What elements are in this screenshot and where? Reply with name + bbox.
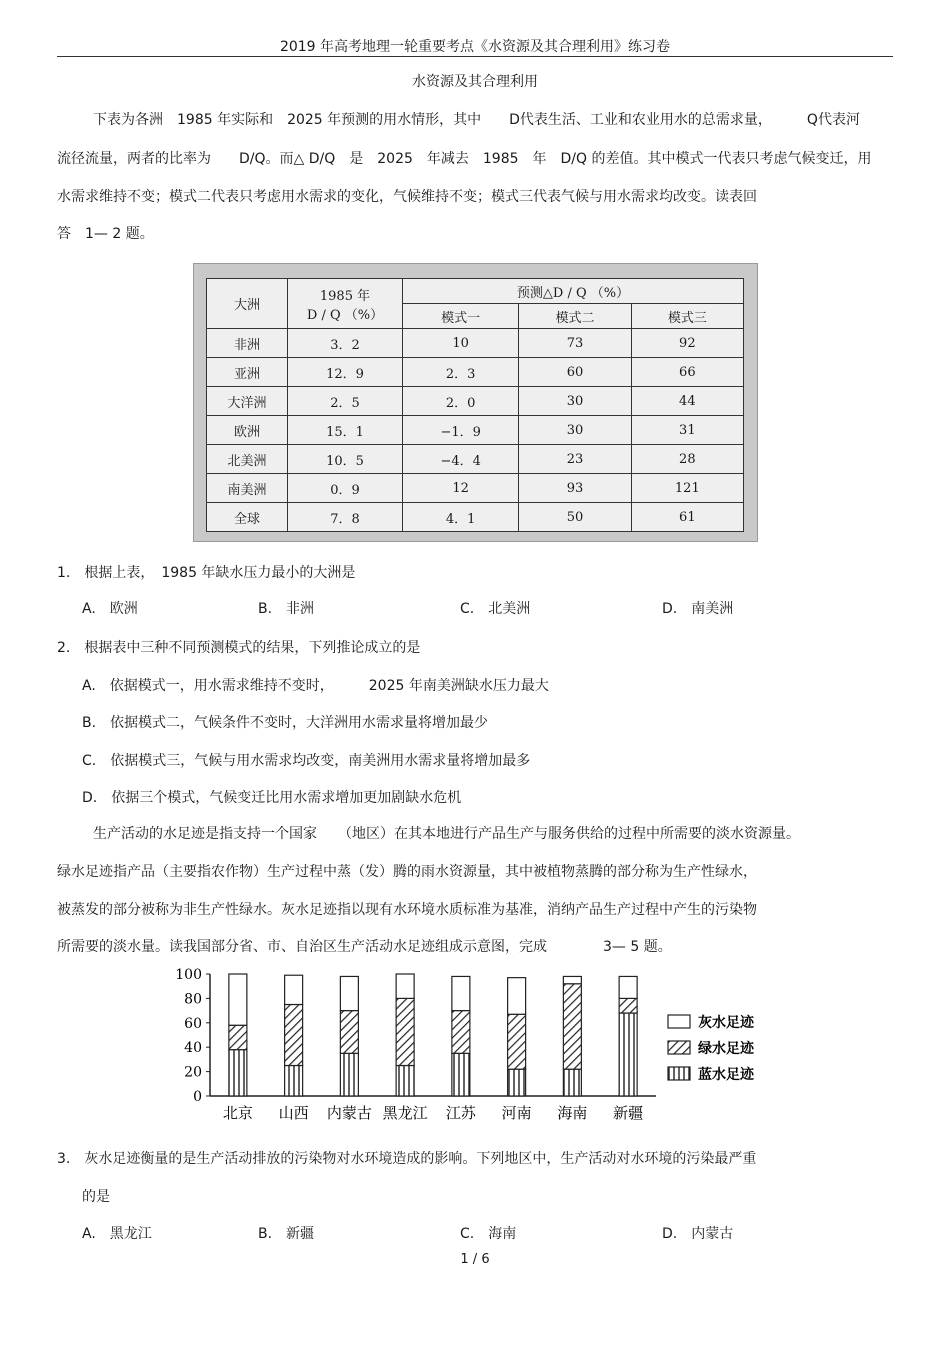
y-tick-label: 40 [184, 1040, 202, 1057]
intro1-line-2: 流径流量，两者的比率为 D/Q。而△ D/Q 是 2025 年减去 1985 年 D/Q 的差值。其中模式一代表只考虑气候变迁，用 [57, 151, 872, 167]
x-category-label: 山西 [278, 1104, 309, 1122]
th-mode-3: 模式三 [631, 304, 743, 329]
chart-labels [223, 1104, 643, 1122]
th-1985 [288, 279, 403, 329]
table-row [207, 387, 744, 416]
intro2-line-4: 所需要的淡水量。读我国部分省、市、自治区生产活动水足迹组成示意图，完成 3— 5 题。 [57, 939, 672, 955]
x-category-label: 江苏 [445, 1104, 476, 1122]
cell-name: 大洋洲 [207, 387, 288, 416]
x-category-label: 新疆 [613, 1104, 644, 1122]
x-category-label: 黑龙江 [382, 1104, 428, 1122]
th-1985-line1: 1985 年 [319, 288, 371, 304]
intro1-line-1: 下表为各洲 1985 年实际和 2025 年预测的用水情形，其中 D代表生活、工业和农业用水的总需求量， Q代表河 [93, 112, 860, 128]
chart-bars [229, 974, 637, 1096]
cell-mode1: −4．4 [403, 445, 519, 474]
th-continent: 大洲 [207, 279, 288, 329]
bar-segment [229, 1025, 247, 1049]
cell-mode1: 4．1 [403, 503, 519, 532]
intro2-line-3: 被蒸发的部分被称为非生产性绿水。灰水足迹指以现有水环境水质标准为基准，消纳产品生产过程中产生的污染物 [57, 902, 757, 918]
cell-name: 北美洲 [207, 445, 288, 474]
bar-segment [452, 976, 470, 1010]
q3-option-d: D. 内蒙古 [662, 1226, 734, 1242]
cell-mode2: 30 [519, 416, 631, 445]
bar-segment [285, 1005, 303, 1066]
bar-segment [396, 1066, 414, 1097]
cell-mode3: 66 [631, 358, 743, 387]
cell-1985: 15．1 [288, 416, 403, 445]
q3-stem-line-1: 3. 灰水足迹衡量的是生产活动排放的污染物对水环境造成的影响。下列地区中，生产活动对水环境的污染最严重 [57, 1151, 757, 1167]
th-1985-line2: D / Q （%） [306, 307, 384, 323]
bar-segment [285, 975, 303, 1004]
bar-segment [340, 1053, 358, 1096]
intro2-line-1: 生产活动的水足迹是指支持一个国家 （地区）在其本地进行产品生产与服务供给的过程中所需要的淡水资源量。 [93, 826, 800, 842]
bar-segment [563, 1069, 581, 1096]
y-tick-label: 60 [184, 1015, 202, 1032]
cell-1985: 12．9 [288, 358, 403, 387]
y-tick-label: 20 [184, 1064, 202, 1081]
y-tick-label: 0 [193, 1089, 202, 1105]
water-demand-table-image [193, 263, 758, 542]
bar-segment [619, 976, 637, 998]
page-number: 1 / 6 [460, 1252, 490, 1267]
cell-mode2: 73 [519, 329, 631, 358]
bar-segment [340, 1011, 358, 1054]
bar-segment [508, 978, 526, 1015]
q1-option-d: D. 南美洲 [662, 601, 734, 617]
intro1-line-3: 水需求维持不变；模式二代表只考虑用水需求的变化，气候维持不变；模式三代表气候与用水需求均改变。读表回 [57, 189, 757, 205]
cell-name: 全球 [207, 503, 288, 532]
cell-mode2: 23 [519, 445, 631, 474]
cell-name: 欧洲 [207, 416, 288, 445]
bar-segment [452, 1011, 470, 1054]
cell-1985: 2．5 [288, 387, 403, 416]
cell-mode3: 44 [631, 387, 743, 416]
q3-option-a: A. 黑龙江 [82, 1226, 152, 1242]
cell-mode1: −1．9 [403, 416, 519, 445]
table-row [207, 503, 744, 532]
cell-name: 非洲 [207, 329, 288, 358]
cell-mode1: 2．3 [403, 358, 519, 387]
cell-name: 南美洲 [207, 474, 288, 503]
th-mode-2: 模式二 [519, 304, 631, 329]
cell-mode3: 28 [631, 445, 743, 474]
table-row [207, 474, 744, 503]
legend-label: 灰水足迹 [698, 1015, 754, 1031]
x-category-label: 河南 [501, 1104, 532, 1122]
y-tick-label: 80 [184, 991, 202, 1008]
bar-segment [563, 984, 581, 1069]
x-category-label: 北京 [222, 1104, 253, 1122]
table-row [207, 358, 744, 387]
water-demand-table [206, 278, 744, 532]
cell-1985: 3．2 [288, 329, 403, 358]
q3-stem-line-2: 的是 [82, 1189, 110, 1205]
x-category-label: 海南 [557, 1104, 588, 1122]
legend-swatch [668, 1041, 690, 1054]
cell-name: 亚洲 [207, 358, 288, 387]
legend-label: 绿水足迹 [698, 1041, 754, 1057]
bar-segment [285, 1066, 303, 1097]
cell-mode2: 60 [519, 358, 631, 387]
bar-segment [619, 1013, 637, 1096]
th-mode-1: 模式一 [403, 304, 519, 329]
bar-segment [452, 1053, 470, 1096]
cell-mode1: 10 [403, 329, 519, 358]
table-row [207, 329, 744, 358]
chart-legend [668, 1014, 755, 1083]
bar-segment [396, 974, 414, 998]
th-prediction: 预测△D / Q （%） [403, 279, 744, 304]
cell-mode2: 93 [519, 474, 631, 503]
bar-segment [340, 976, 358, 1010]
page-header: 2019 年高考地理一轮重要考点《水资源及其合理利用》练习卷 [279, 39, 671, 55]
bar-segment [229, 974, 247, 1025]
q1-stem: 1. 根据上表， 1985 年缺水压力最小的大洲是 [57, 565, 356, 581]
q1-option-c: C. 北美洲 [460, 601, 531, 617]
cell-1985: 7．8 [288, 503, 403, 532]
q2-option-b: B. 依据模式二，气候条件不变时，大洋洲用水需求量将增加最少 [82, 715, 489, 731]
y-tick-label: 100 [175, 967, 202, 983]
cell-mode2: 50 [519, 503, 631, 532]
intro1-line-4: 答 1— 2 题。 [57, 226, 154, 242]
bar-segment [563, 976, 581, 983]
cell-1985: 10．5 [288, 445, 403, 474]
q3-option-c: C. 海南 [460, 1226, 517, 1242]
bar-segment [619, 998, 637, 1013]
table-row [207, 416, 744, 445]
header-rule [57, 56, 893, 57]
bar-segment [229, 1050, 247, 1096]
cell-mode1: 2．0 [403, 387, 519, 416]
legend-label: 蓝水足迹 [698, 1067, 754, 1083]
legend-swatch [668, 1015, 690, 1028]
bar-segment [396, 998, 414, 1065]
q2-option-a: A. 依据模式一，用水需求维持不变时， 2025 年南美洲缺水压力最大 [82, 678, 549, 694]
cell-mode3: 121 [631, 474, 743, 503]
cell-mode3: 61 [631, 503, 743, 532]
intro2-line-2: 绿水足迹指产品（主要指农作物）生产过程中蒸（发）腾的雨水资源量，其中被植物蒸腾的部分称为生产性绿水， [57, 864, 757, 880]
cell-1985: 0．9 [288, 474, 403, 503]
q1-option-b: B. 非洲 [258, 601, 315, 617]
page-title: 水资源及其合理利用 [412, 74, 538, 90]
cell-mode3: 92 [631, 329, 743, 358]
cell-mode3: 31 [631, 416, 743, 445]
q2-stem: 2. 根据表中三种不同预测模式的结果，下列推论成立的是 [57, 640, 421, 656]
q3-option-b: B. 新疆 [258, 1226, 315, 1242]
q2-option-d: D. 依据三个模式，气候变迁比用水需求增加更加剧缺水危机 [82, 790, 462, 806]
q1-option-a: A. 欧洲 [82, 601, 138, 617]
cell-mode2: 30 [519, 387, 631, 416]
legend-swatch [668, 1067, 690, 1080]
bar-segment [508, 1069, 526, 1096]
bar-segment [508, 1014, 526, 1069]
x-category-label: 内蒙古 [326, 1104, 372, 1122]
water-footprint-chart [168, 965, 788, 1135]
cell-mode1: 12 [403, 474, 519, 503]
q2-option-c: C. 依据模式三，气候与用水需求均改变，南美洲用水需求量将增加最多 [82, 753, 531, 769]
table-row [207, 445, 744, 474]
